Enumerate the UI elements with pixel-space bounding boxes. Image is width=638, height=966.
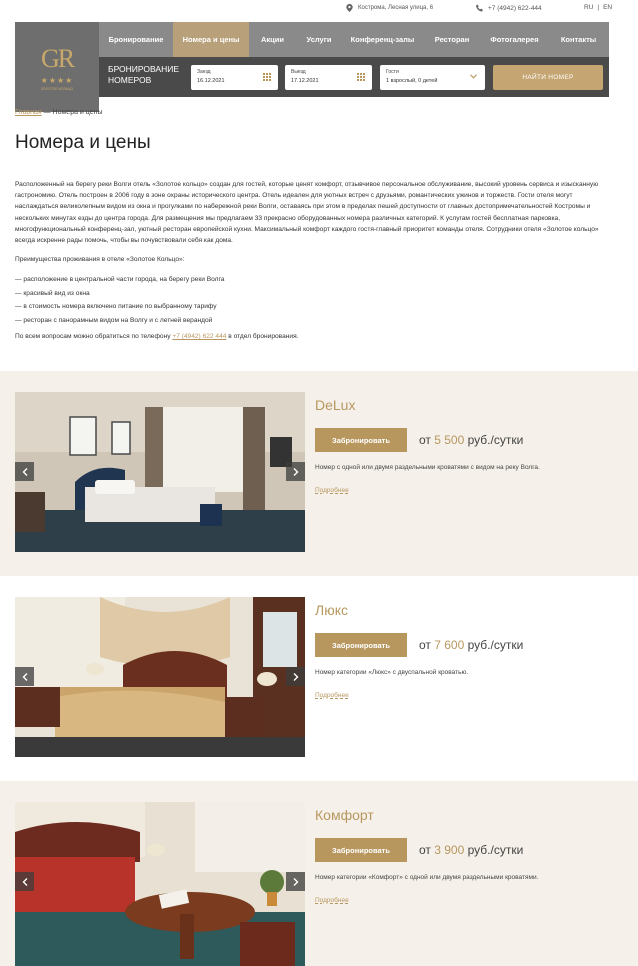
advantage-item: — красивый вид из окна xyxy=(15,289,90,297)
room-photo xyxy=(15,597,305,757)
contact-after: в отдел бронирования. xyxy=(226,333,299,341)
phone-icon xyxy=(476,4,483,12)
room-more-link[interactable]: Подробнее xyxy=(315,692,349,699)
price-amount: 5 500 xyxy=(434,433,465,447)
nav-item-restaurant[interactable]: Ресторан xyxy=(434,35,470,44)
advantage-item: — в стоимость номера включено питание по выбранному тарифу xyxy=(15,303,217,311)
price-suffix: руб./сутки xyxy=(464,433,524,447)
price-prefix: от xyxy=(419,433,435,447)
room-photo xyxy=(15,392,305,552)
checkout-label: Выезд xyxy=(291,69,306,75)
page-title: Номера и цены xyxy=(15,132,151,153)
nav-item-rooms[interactable]: Номера и цены xyxy=(173,22,249,57)
logo-subtext: ЗОЛОТОЕ КОЛЬЦО xyxy=(40,86,74,91)
chevron-left-icon xyxy=(22,673,28,681)
next-photo-button[interactable] xyxy=(286,872,305,891)
chevron-right-icon xyxy=(293,468,299,476)
price-suffix: руб./сутки xyxy=(464,843,524,857)
checkout-field[interactable] xyxy=(285,65,372,90)
room-name[interactable]: Люкс xyxy=(315,602,348,618)
prev-photo-button[interactable] xyxy=(15,462,34,481)
contact-line xyxy=(15,331,610,342)
nav-item-services[interactable]: Услуги xyxy=(306,35,332,44)
logo-letters: GR xyxy=(40,43,74,73)
breadcrumb-home[interactable]: Главная xyxy=(15,109,42,116)
intro-content xyxy=(15,179,610,350)
room-photo-image xyxy=(15,597,305,757)
logo-stars: ★★★★ xyxy=(40,75,74,85)
nav-item-gallery[interactable]: Фотогалерея xyxy=(490,35,539,44)
room-card-delux xyxy=(0,371,638,576)
booking-bar xyxy=(99,57,609,97)
price-prefix: от xyxy=(419,843,435,857)
nav-item-booking[interactable]: Бронирование xyxy=(108,35,164,44)
address-text: Кострома, Лесная улица, 6 xyxy=(358,5,434,11)
chevron-right-icon xyxy=(293,878,299,886)
top-phone-text: +7 (4942) 622-444 xyxy=(488,4,542,12)
calendar-icon xyxy=(263,73,271,81)
prev-photo-button[interactable] xyxy=(15,667,34,686)
address xyxy=(346,4,433,12)
room-description: Номер категории «Комфорт» с одной или двумя раздельными кроватями. xyxy=(315,874,539,881)
calendar-icon xyxy=(357,73,365,81)
map-pin-icon xyxy=(346,4,353,12)
chevron-down-icon xyxy=(470,73,477,80)
room-photo xyxy=(15,802,305,966)
room-photo-image xyxy=(15,392,305,552)
nav-item-conference[interactable]: Конференц-залы xyxy=(350,35,415,44)
room-price xyxy=(419,843,523,857)
book-room-button[interactable]: Забронировать xyxy=(315,838,407,862)
chevron-left-icon xyxy=(22,468,28,476)
checkin-value: 16.12.2021 xyxy=(197,78,225,84)
nav-item-contacts[interactable]: Контакты xyxy=(560,35,597,44)
hotel-logo[interactable] xyxy=(15,22,99,112)
price-suffix: руб./сутки xyxy=(464,638,524,652)
booking-title: БРОНИРОВАНИЕ НОМЕРОВ xyxy=(108,64,179,85)
checkin-field[interactable] xyxy=(191,65,278,90)
chevron-left-icon xyxy=(22,878,28,886)
intro-paragraph: Расположенный на берегу реки Волги отель «Золотое кольцо» создан для гостей, которые ценят комфорт, отзывчивое персональное обслуживание, высокий уровень сервиса и изысканную гастрономию. Отель построен в 2006 году в зоне охраны исторического центра. Отель идеален для уютных встреч с друзьями, романтических ужинов и торжеств. Гости отеля могут наслаждаться великолепным видом из окна и прогулками по набережной реки Волги, оставаясь при этом в пределах пешей доступности от главных достопримечательностей Костромы и нескольких минутах езды до центра города. Для размещения мы предлагаем 33 прекрасно оборудованных номера различных категорий. К услугам гостей бесплатная парковка, многофункциональный конференц-зал, уютный ресторан европейской кухни. Максимальный комфорт каждого гостя-главный приоритет команды отеля. Сотрудники отеля «Золотое кольцо» всегда искренне рады помочь, чтобы вы почувствовали себя как дома. xyxy=(15,181,599,245)
chevron-right-icon xyxy=(293,673,299,681)
advantage-item: — расположение в центральной части города, на берегу реки Волга xyxy=(15,276,225,284)
top-strip xyxy=(0,0,638,22)
room-description: Номер категории «Люкс» с двуспальной кроватью. xyxy=(315,669,469,676)
room-more-link[interactable]: Подробнее xyxy=(315,897,349,904)
room-name[interactable]: DeLux xyxy=(315,397,356,413)
main-nav xyxy=(99,22,609,57)
lang-en[interactable]: EN xyxy=(603,4,613,11)
breadcrumb-separator: — xyxy=(41,109,53,116)
guests-select[interactable] xyxy=(380,65,485,90)
room-name[interactable]: Комфорт xyxy=(315,807,374,823)
book-room-button[interactable]: Забронировать xyxy=(315,633,407,657)
price-prefix: от xyxy=(419,638,435,652)
book-room-button[interactable]: Забронировать xyxy=(315,428,407,452)
contact-before: По всем вопросам можно обратиться по телефону xyxy=(15,333,173,341)
room-card-comfort xyxy=(0,781,638,966)
guests-label: Гости xyxy=(386,69,399,75)
price-amount: 7 600 xyxy=(434,638,465,652)
top-phone[interactable] xyxy=(476,4,542,12)
lang-ru[interactable]: RU xyxy=(584,4,594,11)
room-card-lux xyxy=(0,576,638,781)
room-description: Номер с одной или двумя раздельными кроватями с видом на реку Волга. xyxy=(315,464,540,471)
language-switcher xyxy=(584,4,612,11)
advantages-title: Преимущества проживания в отеле «Золотое Кольцо»: xyxy=(15,256,185,264)
checkin-label: Заезд xyxy=(197,69,211,75)
nav-item-promotions[interactable]: Акции xyxy=(260,35,284,44)
prev-photo-button[interactable] xyxy=(15,872,34,891)
lang-separator: | xyxy=(597,4,600,11)
room-price xyxy=(419,638,523,652)
contact-phone-link[interactable]: +7 (4942) 622 444 xyxy=(172,333,227,341)
next-photo-button[interactable] xyxy=(286,462,305,481)
breadcrumb xyxy=(15,109,103,116)
price-amount: 3 900 xyxy=(434,843,465,857)
next-photo-button[interactable] xyxy=(286,667,305,686)
guests-value: 1 взрослый, 0 детей xyxy=(386,78,438,84)
breadcrumb-current: Номера и цены xyxy=(52,109,103,116)
checkout-value: 17.12.2021 xyxy=(291,78,319,84)
room-photo-image xyxy=(15,802,305,966)
room-price xyxy=(419,433,523,447)
room-more-link[interactable]: Подробнее xyxy=(315,487,349,494)
advantage-item: — ресторан с панорамным видом на Волгу и с летней верандой xyxy=(15,316,213,324)
find-room-button[interactable]: НАЙТИ НОМЕР xyxy=(493,65,603,90)
